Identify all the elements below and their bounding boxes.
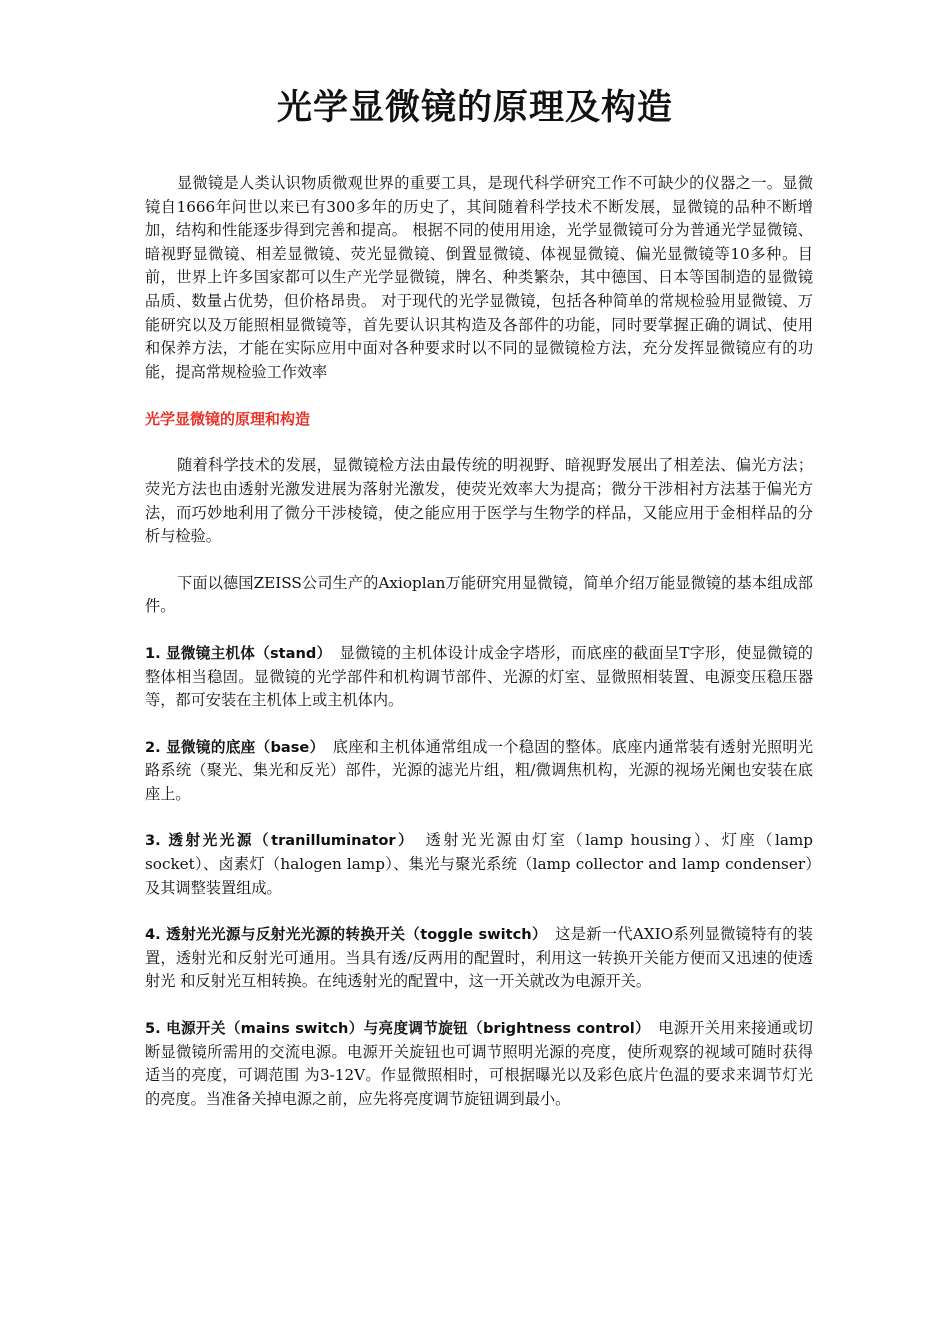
item-4-text: 这是新一代AXIO系列显微镜特有的装置，透射光和反射光可通用。当具有透/反两用的配置时，利用这一转换开关能方便而又迅速的使透射光 和反射光互相转换。在纯透射光的配置中，这一开关就改为电源开关。 [145,925,813,991]
zeiss-intro-paragraph: 下面以德国ZEISS公司生产的Axioplan万能研究用显微镜，简单介绍万能显微镜的基本组成部件。 [145,573,813,616]
item-5-paragraph [145,1017,813,1111]
item-4-heading: 4. 透射光光源与反射光光源的转换开关（toggle switch） [145,926,540,944]
item-5-text: 电源开关用来接通或切断显微镜所需用的交流电源。电源开关旋钮也可调节照明光源的亮度，使所观察的视域可随时获得适当的亮度，可调范围 为3-12V。作显微照相时，可根据曝光以及彩色底片色温的要求来调节灯光的亮度。当准备关掉电源之前，应先将亮度调节旋钮调到最小。 [145,1019,813,1108]
item-2-text: 底座和主机体通常组成一个稳固的整体。底座内通常装有透射光照明光路系统（聚光、集光和反光）部件，光源的滤光片组，粗/微调焦机构，光源的视场光阑也安装在底座上。 [145,737,814,803]
item-3-paragraph [145,829,813,900]
item-1-heading: 1. 显微镜主机体（stand） [145,644,325,662]
item-5-heading: 5. 电源开关（mains switch）与亮度调节旋钮（brightness control） [145,1020,643,1038]
item-4-paragraph [145,923,813,994]
item-1-text: 显微镜的主机体设计成金字塔形，而底座的截面呈T字形，使显微镜的整体相当稳固。显微镜的光学部件和机构调节部件、光源的灯室、显微照相装置、电源变压稳压器等，都可安装在主机体上或主机体内。 [145,643,813,710]
document-title: 光学显微镜的原理及构造 [276,88,673,128]
item-1-paragraph [145,642,813,713]
item-2-heading: 2. 显微镜的底座（base） [145,738,318,756]
item-3-text: 透射光光源由灯室（lamp housing）、灯座（lamp socket）、卤素灯（halogen lamp）、集光与聚光系统（lamp collector and lamp condenser）及其调整装置组成。 [145,831,813,897]
document-body [145,172,813,1111]
methods-paragraph: 随着科学技术的发展，显微镜检方法由最传统的明视野、暗视野发展出了相差法、偏光方法；荧光方法也由透射光激发进展为落射光激发，使荧光效率大为提高；微分干涉相衬方法基于偏光方法，而巧妙地利用了微分干涉棱镜，使之能应用于医学与生物学的样品，又能应用于金相样品的分析与检验。 [145,456,813,546]
section-heading: 光学显微镜的原理和构造 [145,410,311,429]
item-3-heading: 3. 透射光光源（tranilluminator） [145,832,408,850]
item-2-paragraph [145,736,813,807]
intro-paragraph: 显微镜是人类认识物质微观世界的重要工具，是现代科学研究工作不可缺少的仪器之一。显微镜自1666年问世以来已有300多年的历史了，其间随着科学技术不断发展，显微镜的品种不断增加，结构和性能逐步得到完善和提高。 根据不同的使用用途，光学显微镜可分为普通光学显微镜、暗视野显微镜、相差显微镜、荧光显微镜、倒置显微镜、体视显微镜、偏光显微镜等10多种。目前，世界上许多国家都可以生产光学显微镜，牌名、种类繁杂，其中德国、日本等国制造的显微镜品质、数量占优势，但价格昂贵。 对于现代的光学显微镜，包括各种简单的常规检验用显微镜、万能研究以及万能照相显微镜等，首先要认识其构造及各部件的功能，同时要掌握正确的调试、使用和保养方法，才能在实际应用中面对各种要求时以不同的显微镜检方法，充分发挥显微镜应有的功能，提高常规检验工作效率 [145,174,813,381]
